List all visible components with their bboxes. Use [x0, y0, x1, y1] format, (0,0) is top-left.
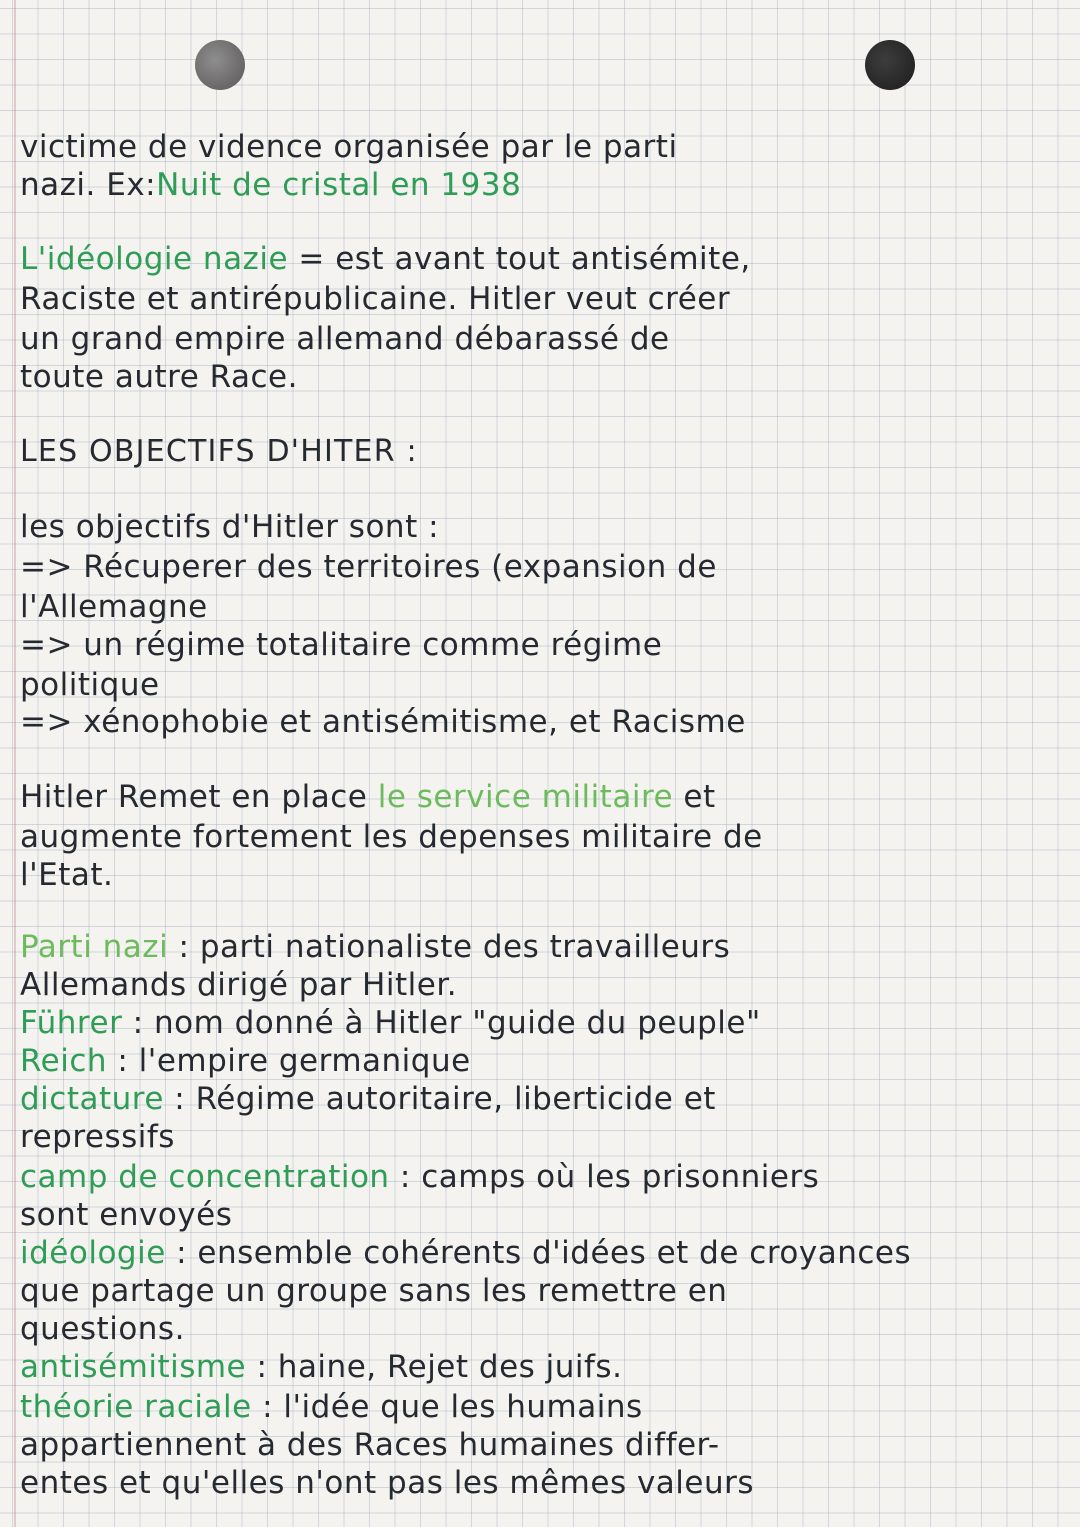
- glossary-parti-nazi-cont: Allemands dirigé par Hitler.: [20, 967, 458, 1003]
- page-margin-line: [14, 0, 16, 1527]
- glossary-theorie-raciale-cont-2: entes et qu'elles n'ont pas les mêmes valeurs: [20, 1465, 755, 1501]
- term-theorie-raciale: théorie raciale: [20, 1389, 252, 1425]
- ideology-line-3: un grand empire allemand débarassé de: [20, 321, 670, 357]
- glossary-fuhrer: Führer : nom donné à Hitler "guide du peuple": [20, 1005, 761, 1041]
- glossary-camp: camp de concentration : camps où les prisonniers: [20, 1159, 820, 1195]
- glossary-ideologie-cont-1: que partage un groupe sans les remettre en: [20, 1273, 728, 1309]
- objective-item-1: => Récuperer des territoires (expansion de: [20, 549, 717, 585]
- term-antisemitisme: antisémitisme: [20, 1349, 247, 1385]
- intro-line-1: victime de vidence organisée par le parti: [20, 129, 678, 165]
- glossary-camp-cont: sont envoyés: [20, 1197, 233, 1233]
- term-reich: Reich: [20, 1043, 108, 1079]
- term-fuhrer: Führer: [20, 1005, 123, 1041]
- objectives-intro: les objectifs d'Hitler sont :: [20, 509, 440, 545]
- term-parti-nazi: Parti nazi: [20, 929, 169, 965]
- glossary-dictature: dictature : Régime autoritaire, liberticide et: [20, 1081, 716, 1117]
- example-nuit-de-cristal: Nuit de cristal en 1938: [156, 167, 522, 203]
- objective-item-2-cont: politique: [20, 667, 160, 703]
- punch-hole-right: [865, 40, 915, 90]
- ideology-term: L'idéologie nazie: [20, 241, 289, 277]
- glossary-ideologie-cont-2: questions.: [20, 1311, 185, 1347]
- punch-hole-left: [195, 40, 245, 90]
- glossary-dictature-cont: repressifs: [20, 1119, 175, 1155]
- glossary-ideologie: idéologie : ensemble cohérents d'idées et de croyances: [20, 1235, 912, 1271]
- objective-item-2: => un régime totalitaire comme régime: [20, 627, 663, 663]
- objective-item-1-cont: l'Allemagne: [20, 589, 208, 625]
- glossary-theorie-raciale-cont-1: appartiennent à des Races humaines differ-: [20, 1427, 720, 1463]
- term-dictature: dictature: [20, 1081, 164, 1117]
- intro-line-2: nazi. Ex:Nuit de cristal en 1938: [20, 167, 522, 203]
- glossary-theorie-raciale: théorie raciale : l'idée que les humains: [20, 1389, 643, 1425]
- glossary-parti-nazi: Parti nazi : parti nationaliste des travailleurs: [20, 929, 731, 965]
- ideology-line-4: toute autre Race.: [20, 359, 298, 395]
- service-line-2: augmente fortement les depenses militaire de: [20, 819, 763, 855]
- glossary-antisemitisme: antisémitisme : haine, Rejet des juifs.: [20, 1349, 623, 1385]
- objectives-heading: LES OBJECTIFS D'HITER :: [20, 434, 418, 469]
- service-line-1: Hitler Remet en place le service militaire et: [20, 779, 716, 815]
- term-camp-de-concentration: camp de concentration: [20, 1159, 390, 1195]
- service-militaire-highlight: le service militaire: [377, 779, 674, 815]
- glossary-reich: Reich : l'empire germanique: [20, 1043, 471, 1079]
- objective-item-3: => xénophobie et antisémitisme, et Racisme: [20, 704, 746, 740]
- ideology-line-1: L'idéologie nazie = est avant tout antisémite,: [20, 241, 751, 277]
- service-line-3: l'Etat.: [20, 857, 114, 893]
- term-ideologie: idéologie: [20, 1235, 166, 1271]
- ideology-line-2: Raciste et antirépublicaine. Hitler veut créer: [20, 281, 731, 317]
